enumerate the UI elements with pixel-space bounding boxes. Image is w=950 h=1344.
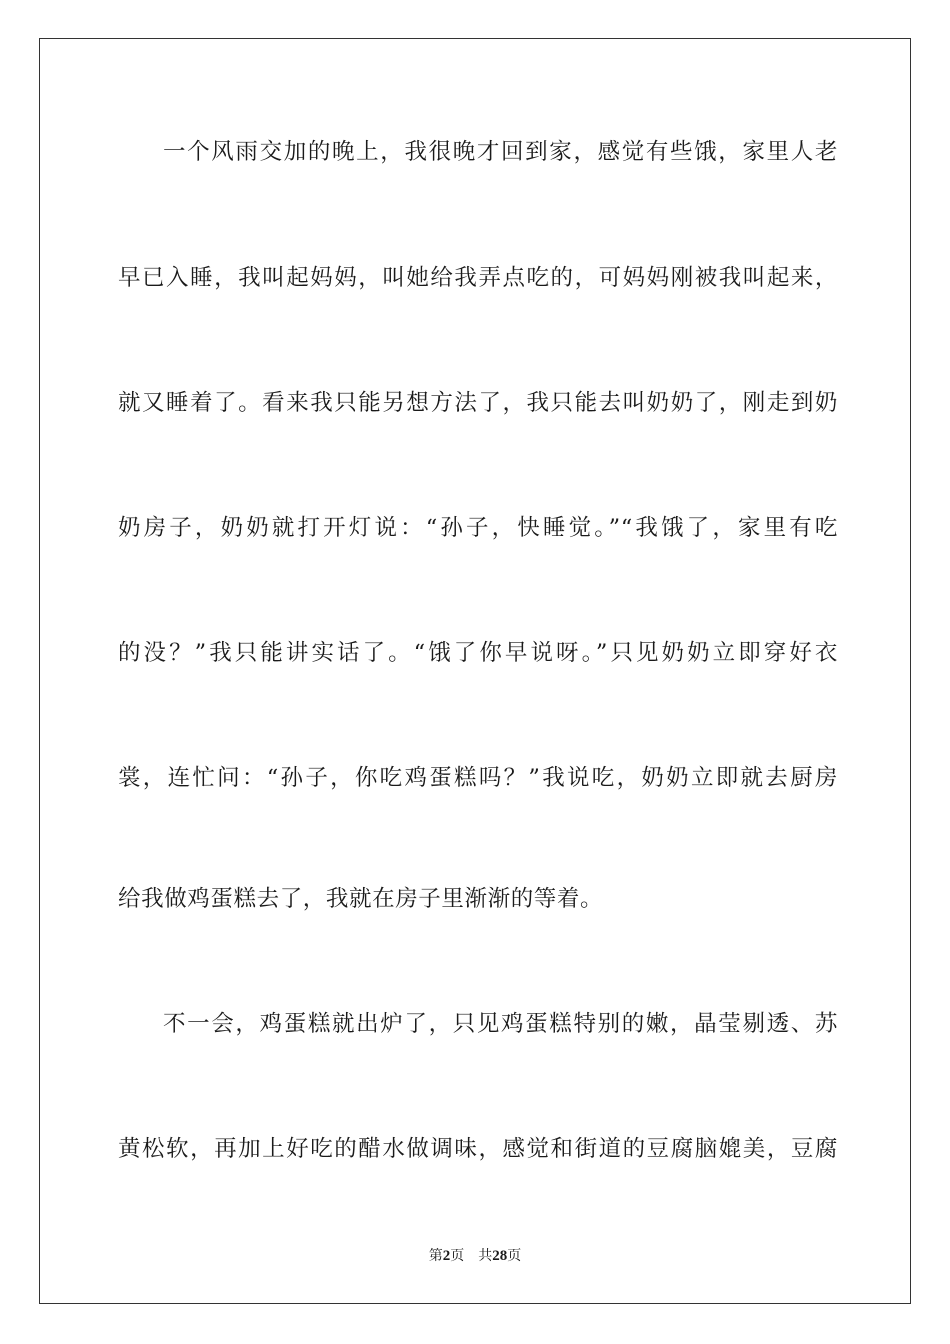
paragraph-1-line-6: 裳，连忙问：“孙子，你吃鸡蛋糕吗？”我说吃，奶奶立即就去厨房	[118, 765, 838, 791]
page-border	[39, 38, 911, 1304]
paragraph-2-line-2: 黄松软，再加上好吃的醋水做调味，感觉和街道的豆腐脑媲美，豆腐	[118, 1136, 838, 1162]
footer-page-prefix: 第	[428, 1248, 443, 1264]
footer-page-suffix: 页	[450, 1248, 465, 1264]
paragraph-1-line-2: 早已入睡，我叫起妈妈，叫她给我弄点吃的，可妈妈刚被我叫起来，	[118, 265, 838, 291]
paragraph-1-line-7: 给我做鸡蛋糕去了，我就在房子里渐渐的等着。	[118, 886, 604, 912]
paragraph-1-line-3: 就又睡着了。看来我只能另想方法了，我只能去叫奶奶了，刚走到奶	[118, 390, 838, 416]
footer-total-suffix: 页	[507, 1248, 522, 1264]
paragraph-1-line-5: 的没？”我只能讲实话了。“饿了你早说呀。”只见奶奶立即穿好衣	[118, 640, 838, 666]
paragraph-2-line-1: 不一会，鸡蛋糕就出炉了，只见鸡蛋糕特别的嫩，晶莹剔透、苏	[163, 1011, 838, 1037]
paragraph-1-line-4: 奶房子，奶奶就打开灯说：“孙子，快睡觉。”“我饿了，家里有吃	[118, 515, 838, 541]
footer-total-prefix: 共	[478, 1248, 493, 1264]
page-footer	[0, 1246, 950, 1266]
footer-total-pages: 28	[492, 1248, 508, 1264]
footer-page-number: 2	[442, 1248, 451, 1264]
paragraph-1-line-1: 一个风雨交加的晚上，我很晚才回到家，感觉有些饿，家里人老	[163, 139, 838, 165]
